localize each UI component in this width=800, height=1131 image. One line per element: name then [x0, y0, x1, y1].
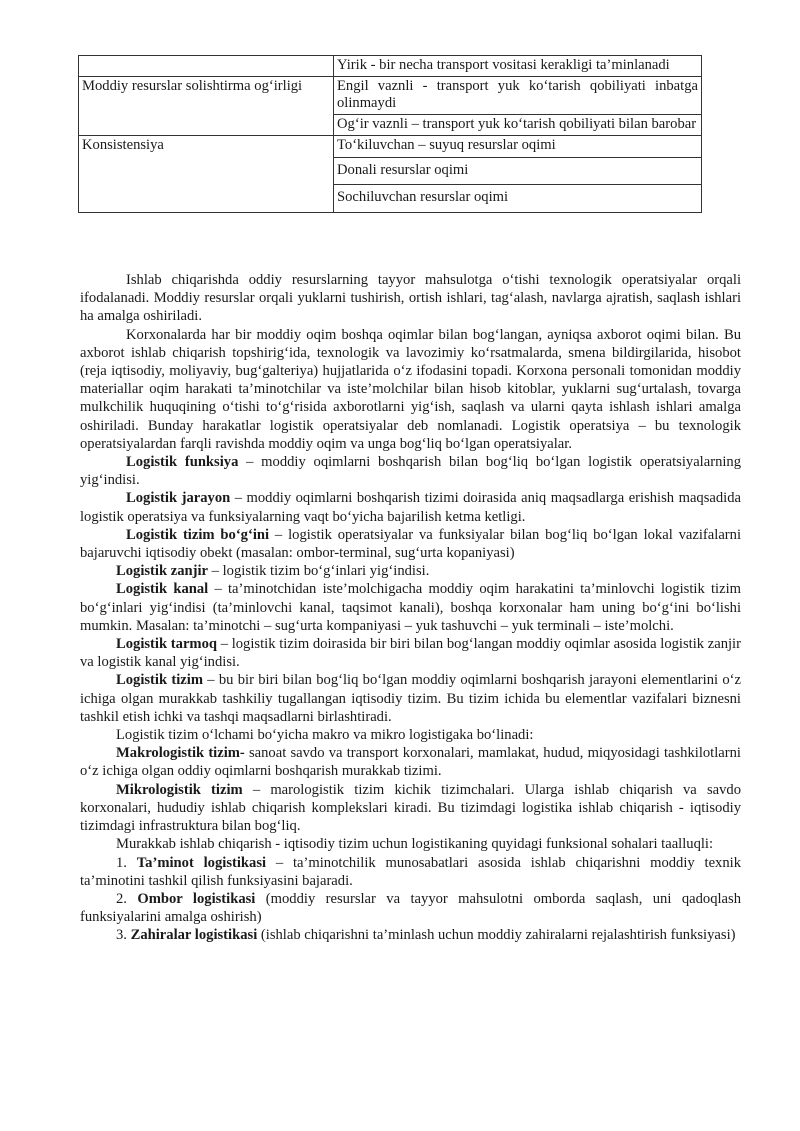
- table-row: [79, 158, 702, 185]
- list-item: [80, 926, 741, 944]
- list-number: 3.: [116, 927, 127, 944]
- term: Ta’minot logistikasi: [136, 854, 267, 871]
- definition: – moddiy oqimlarni boshqarish tizimi doirasida aniq maqsadlarga erishish maqsadida logistik operatsiya va funksiyalarning vaqt bo‘yicha bajarilish ketma ketligi.: [80, 490, 741, 525]
- table-cell: Konsistensiya: [79, 136, 334, 158]
- paragraph: [80, 489, 741, 525]
- definition: – logistik tizim doirasida bir biri bilan bog‘langan moddiy oqimlar asosida logistik zanjir va logistik kanal yig‘indisi.: [80, 636, 741, 671]
- list-number: 1.: [116, 854, 127, 871]
- term: Logistik kanal: [116, 581, 209, 598]
- term: Logistik funksiya: [126, 454, 239, 471]
- table-cell: Yirik - bir necha transport vositasi kerakligi ta’minlanadi: [334, 56, 702, 77]
- body-text: [80, 271, 741, 945]
- list-item: [80, 854, 741, 890]
- table-cell: [79, 185, 334, 213]
- paragraph: [80, 453, 741, 489]
- paragraph: Murakkab ishlab chiqarish - iqtisodiy tizim uchun logistikaning quyidagi funksional sohalari taalluqli:: [116, 836, 714, 853]
- paragraph: [80, 526, 741, 562]
- definition: – logistik tizim bo‘g‘inlari yig‘indisi.: [208, 563, 430, 580]
- definition: (ishlab chiqarishni ta’minlash uchun moddiy zahiralarni rejalashtirish funksiyasi): [257, 927, 736, 944]
- term: Ombor logistikasi: [137, 890, 256, 907]
- list-number: 2.: [116, 890, 127, 907]
- table-cell: Engil vaznli - transport yuk ko‘tarish qobiliyati inbatga olinmaydi: [334, 77, 702, 115]
- term: Mikrologistik tizim: [116, 781, 243, 798]
- paragraph: Logistik tizim o‘lchami bo‘yicha makro va mikro logistigaka bo‘linadi:: [116, 727, 534, 744]
- term: Logistik jarayon: [126, 490, 231, 507]
- term: Logistik tizim: [116, 672, 203, 689]
- table-row: [79, 185, 702, 213]
- definition: (moddiy resurslar va tayyor mahsulotni omborda saqlash, uni qadoqlash funksiyalarini amalga oshirish): [80, 890, 741, 926]
- table-row: [79, 77, 702, 115]
- table-row: [79, 136, 702, 158]
- table-cell: [79, 115, 334, 136]
- classification-table: [78, 55, 702, 213]
- table-row: [79, 115, 702, 136]
- term: Logistik zanjir: [116, 563, 209, 580]
- table-row: [79, 56, 702, 77]
- paragraph: [80, 781, 741, 836]
- paragraph: Korxonalarda har bir moddiy oqim boshqa oqimlar bilan bog‘langan, ayniqsa axborot oqimi bilan. Bu axborot ishlab chiqarish topshirig‘ida, texnologik va lavozimiy ko‘rsatmalarda, smena bildirgilarida, hisobot (reja iqtisodiy, moliyaviy, bug‘galteriya) hujjatlarida o‘z ifodasini topadi. Korxona personali tomonidan moddiy materiallar oqim harakati ta’minotchilar va iste’molchilar bilan hisob kitoblar, yuklarni sug‘urtalash, tovarga mulkchilik huquqining o‘tishi to‘g‘risida axborotlarni yig‘ish, saqlash va ularni qayta ishlash ishlari amalga oshiriladi. Bunday harakatlar logistik operatsiyalar deb nomlanadi. Logistik operatsiya – bu texnologik operatsiyalardan farqli ravishda moddiy oqim va unga bog‘liq bo‘lgan operatsiyalar.: [80, 326, 741, 452]
- paragraph: [80, 635, 741, 671]
- paragraph: [80, 562, 741, 580]
- definition: – marologistik tizim kichik tizimchalari. Ularga ishlab chiqarish va savdo korxonalari, hududiy ishlab chiqarish komplekslari kiradi. Bu tizimdagi logistika ishlab chiqarish - iqtisodiy tizimdagi infrastruktura bilan bog‘liq.: [80, 781, 741, 835]
- table-cell: Og‘ir vaznli – transport yuk ko‘tarish qobiliyati bilan barobar: [334, 115, 702, 136]
- table-cell: [79, 56, 334, 77]
- term: Makrologistik tizim-: [116, 745, 245, 762]
- table-cell: Sochiluvchan resurslar oqimi: [334, 185, 702, 213]
- term: Zahiralar logistikasi: [130, 927, 258, 944]
- paragraph: [80, 671, 741, 726]
- paragraph: Ishlab chiqarishda oddiy resurslarning tayyor mahsulotga o‘tishi texnologik operatsiyalar orqali ifodalanadi. Moddiy resurslar orqali yuklarni tushirish, ortish ishlari, tag‘alash, navlarga ajratish, saqlash ishlari ha amalga oshiriladi.: [80, 272, 741, 325]
- paragraph: [80, 580, 741, 635]
- definition: – bu bir biri bilan bog‘liq bo‘lgan moddiy oqimlarni boshqarish jarayoni elementlarini o‘z ichiga olgan murakkab tashkiliy tugallangan iqtisodiy tizim. Bu tizim ichida bu elementlar vazifalari biznesni tashkil etish ichki va tashqi maqsadlarni birlashtiradi.: [80, 672, 741, 725]
- paragraph: [80, 744, 741, 780]
- list-item: [80, 890, 741, 926]
- term: Logistik tizim bo‘g‘ini: [126, 526, 270, 543]
- table-cell: Moddiy resurslar solishtirma og‘irligi: [79, 77, 334, 115]
- definition: – logistik operatsiyalar va funksiyalar bilan bog‘liq bo‘lgan lokal vazifalarni bajaruvchi iqtisodiy obekt (masalan: ombor-terminal, sug‘urta kopaniyasi): [80, 526, 742, 562]
- table-cell: To‘kiluvchan – suyuq resurslar oqimi: [334, 136, 702, 158]
- definition: – ta’minotchilik munosabatlari asosida ishlab chiqarishni moddiy texnik ta’minotini tashkil qilish funksiyasini bajaradi.: [80, 854, 741, 889]
- definition: – moddiy oqimlarni boshqarish bilan bog‘liq bo‘lgan logistik operatsiyalarning yig‘indisi.: [80, 454, 742, 489]
- term: Logistik tarmoq: [116, 636, 217, 653]
- table-cell: Donali resurslar oqimi: [334, 158, 702, 185]
- definition: – ta’minotchidan iste’molchigacha moddiy oqim harakatini ta’minlovchi logistik tizim bo‘g‘inlari yig‘indisi (ta’minlovchi kanal, taqsimot kanali), boshqa korxonalar ham uning bo‘g‘ini bo‘lishi mumkin. Masalan: ta’minotchi – sug‘urta kompaniyasi – yuk tashuvchi – yuk terminali – iste’molchi.: [80, 581, 741, 634]
- definition: sanoat savdo va transport korxonalari, mamlakat, hudud, miqyosidagi tashkilotlarni o‘z ichiga olgan oddiy oqimlarni boshqarish murakkab tizimi.: [80, 745, 741, 780]
- table-cell: [79, 158, 334, 185]
